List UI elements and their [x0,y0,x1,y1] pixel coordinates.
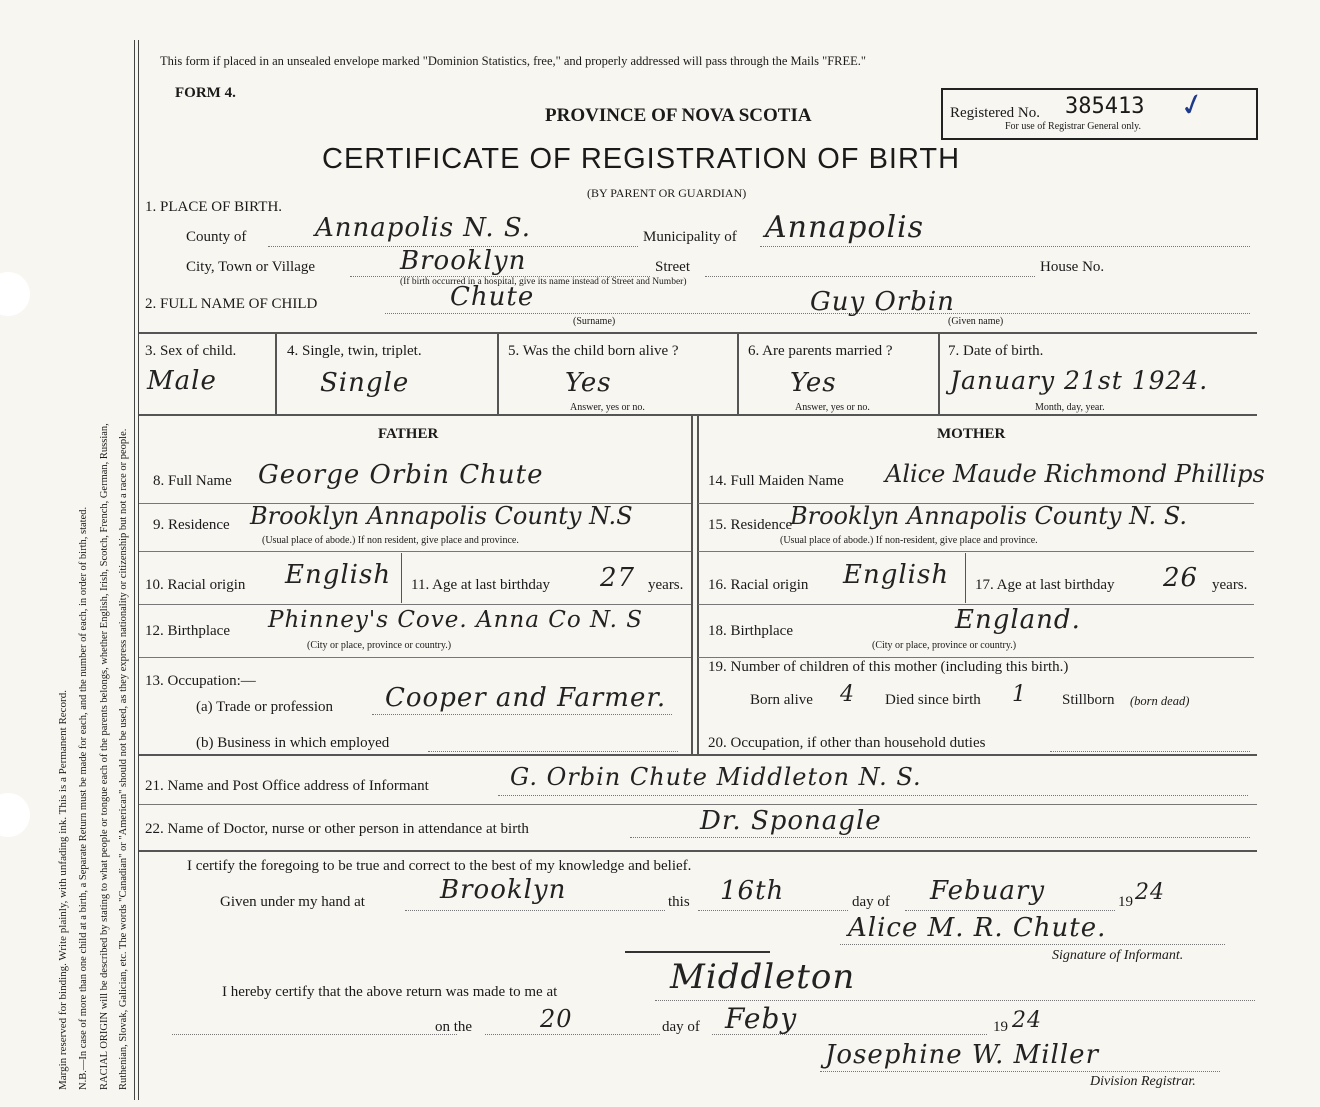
county-label: County of [186,229,247,245]
child-name-label: 2. FULL NAME OF CHILD [145,296,318,312]
mother-occupation-label: 20. Occupation, if other than household duties [708,735,986,751]
place-of-birth-label: 1. PLACE OF BIRTH. [145,199,283,215]
father-age-value: 27 [600,563,636,593]
street-label: Street [655,259,690,275]
year-prefix-2: 19 [993,1019,1008,1035]
this-label: this [668,894,690,910]
informant-signature: Alice M. R. Chute. [848,913,1107,943]
hospital-note: (If birth occurred in a hospital, give its name instead of Street and Number) [400,277,687,287]
check-mark-icon: ✓ [1176,86,1209,125]
single-value: Single [320,368,410,398]
city-label: City, Town or Village [186,259,316,275]
margin-border-inner [138,40,139,1100]
registrar-caption: Division Registrar. [1090,1074,1196,1089]
given-caption: (Given name) [948,316,1004,327]
punch-hole-top [0,272,30,316]
died-value: 1 [1012,682,1027,707]
father-birthplace-label: 12. Birthplace [145,623,230,639]
hereby-certify-label: I hereby certify that the above return was made to me at [222,984,558,1000]
dob-label: 7. Date of birth. [948,343,1044,359]
mother-age-value: 26 [1163,563,1199,593]
child-given-value: Guy Orbin [810,287,955,317]
certify-statement: I certify the foregoing to be true and correct to the best of my knowledge and belief. [187,858,692,874]
single-label: 4. Single, twin, triplet. [287,343,422,359]
sex-value: Male [147,366,217,396]
mother-age-label: 17. Age at last birthday [975,577,1115,593]
child-surname-value: Chute [450,282,535,312]
father-residence-value: Brooklyn Annapolis County N.S [250,502,633,530]
doctor-label: 22. Name of Doctor, nurse or other person in attendance at birth [145,821,529,837]
father-racial-value: English [285,560,392,590]
alive-caption: Answer, yes or no. [570,402,645,413]
born-dead-caption: (born dead) [1130,694,1190,708]
page-title: CERTIFICATE OF REGISTRATION OF BIRTH [322,143,961,175]
registrar-signature: Josephine W. Miller [825,1040,1099,1070]
father-business-label: (b) Business in which employed [196,735,390,751]
mother-name-label: 14. Full Maiden Name [708,473,844,489]
father-name-label: 8. Full Name [153,473,232,489]
margin-border [134,40,135,1100]
father-trade-label: (a) Trade or profession [196,699,334,715]
municipality-value: Annapolis [765,210,925,245]
registered-label: Registered No. [950,105,1040,121]
margin-note-4: Ruthenian, Slovak, Galician, etc. The words "Canadian" or "American" should not be used, as they express nationality or citizenship but not a race or people. [118,428,129,1090]
margin-note-2: N.B.—In case of more than one child at a birth, a Separate Return must be made for each, and the number of each, in order of birth, stated. [78,506,89,1090]
doctor-value: Dr. Sponagle [700,806,882,836]
form-number: FORM 4. [175,85,236,101]
surname-caption: (Surname) [573,316,616,327]
mother-residence-label: 15. Residence [708,517,793,533]
mother-birthplace-caption: (City or place, province or country.) [872,640,1017,651]
informant-label: 21. Name and Post Office address of Informant [145,778,429,794]
mother-birthplace-value: England. [955,605,1081,635]
return-day-value: 20 [540,1005,573,1033]
married-label: 6. Are parents married ? [748,343,893,359]
alive-label: 5. Was the child born alive ? [508,343,679,359]
father-birthplace-caption: (City or place, province or country.) [307,640,452,651]
given-year-value: 24 [1135,880,1165,905]
mother-racial-label: 16. Racial origin [708,577,809,593]
day-of-label: day of [852,894,890,910]
informant-value: G. Orbin Chute Middleton N. S. [510,763,922,791]
dob-value: January 21st 1924. [950,366,1209,395]
mother-residence-value: Brooklyn Annapolis County N. S. [790,502,1188,530]
sex-label: 3. Sex of child. [145,343,237,359]
alive-value: Yes [565,368,612,398]
mother-age-years: years. [1212,577,1248,593]
given-day-value: 16th [720,876,785,906]
on-the-label: on the [435,1019,473,1035]
father-residence-label: 9. Residence [153,517,230,533]
return-year-value: 24 [1012,1008,1042,1033]
given-at-value: Brooklyn [440,875,567,905]
father-residence-caption: (Usual place of abode.) If non resident, give place and province. [262,535,519,546]
dob-caption: Month, day, year. [1035,402,1105,413]
mother-name-value: Alice Maude Richmond Phillips [885,460,1265,488]
margin-note-3: RACIAL ORIGIN will be described by stating to what people or tongue each of the parents belongs, whether English, Irish, Scotch, French, German, Russian, [99,423,110,1090]
married-value: Yes [790,368,837,398]
married-caption: Answer, yes or no. [795,402,870,413]
margin-note-1: Margin reserved for binding. Write plainly, with unfading ink. This is a Permanent Record. [57,690,69,1090]
day-of-label-2: day of [662,1019,700,1035]
return-at-value: Middleton [670,957,856,997]
children-count-label: 19. Number of children of this mother (including this birth.) [708,659,1069,675]
county-value: Annapolis N. S. [315,213,532,243]
father-occupation-label: 13. Occupation:— [145,673,256,689]
father-trade-value: Cooper and Farmer. [385,683,667,713]
registered-number: 385413 [1065,94,1145,119]
mother-residence-caption: (Usual place of abode.) If non-resident, give place and province. [780,535,1038,546]
born-alive-value: 4 [840,682,855,707]
father-age-label: 11. Age at last birthday [411,577,550,593]
father-birthplace-value: Phinney's Cove. Anna Co N. S [268,607,644,633]
mother-heading: MOTHER [937,426,1006,442]
father-racial-label: 10. Racial origin [145,577,246,593]
mother-racial-value: English [843,560,950,590]
city-value: Brooklyn [400,246,527,276]
mother-birthplace-label: 18. Birthplace [708,623,793,639]
registrar-note: For use of Registrar General only. [1005,121,1141,132]
given-hand-label: Given under my hand at [220,894,365,910]
return-month-value: Feby [725,1002,798,1035]
given-month-value: Febuary [930,876,1046,906]
father-age-years: years. [648,577,684,593]
house-label: House No. [1040,259,1105,275]
postal-notice: This form if placed in an unsealed envelope marked "Dominion Statistics, free," and properly addressed will pass through the Mails "FREE." [160,54,867,68]
born-alive-label: Born alive [750,692,813,708]
died-label: Died since birth [885,692,981,708]
page-subtitle: (BY PARENT OR GUARDIAN) [587,186,747,200]
father-heading: FATHER [378,426,439,442]
father-name-value: George Orbin Chute [258,460,544,490]
punch-hole-bottom [0,793,30,837]
municipality-label: Municipality of [643,229,737,245]
informant-signature-caption: Signature of Informant. [1052,948,1184,963]
year-prefix: 19 [1118,894,1133,910]
province-heading: PROVINCE OF NOVA SCOTIA [545,105,812,126]
stillborn-label: Stillborn [1062,692,1115,708]
